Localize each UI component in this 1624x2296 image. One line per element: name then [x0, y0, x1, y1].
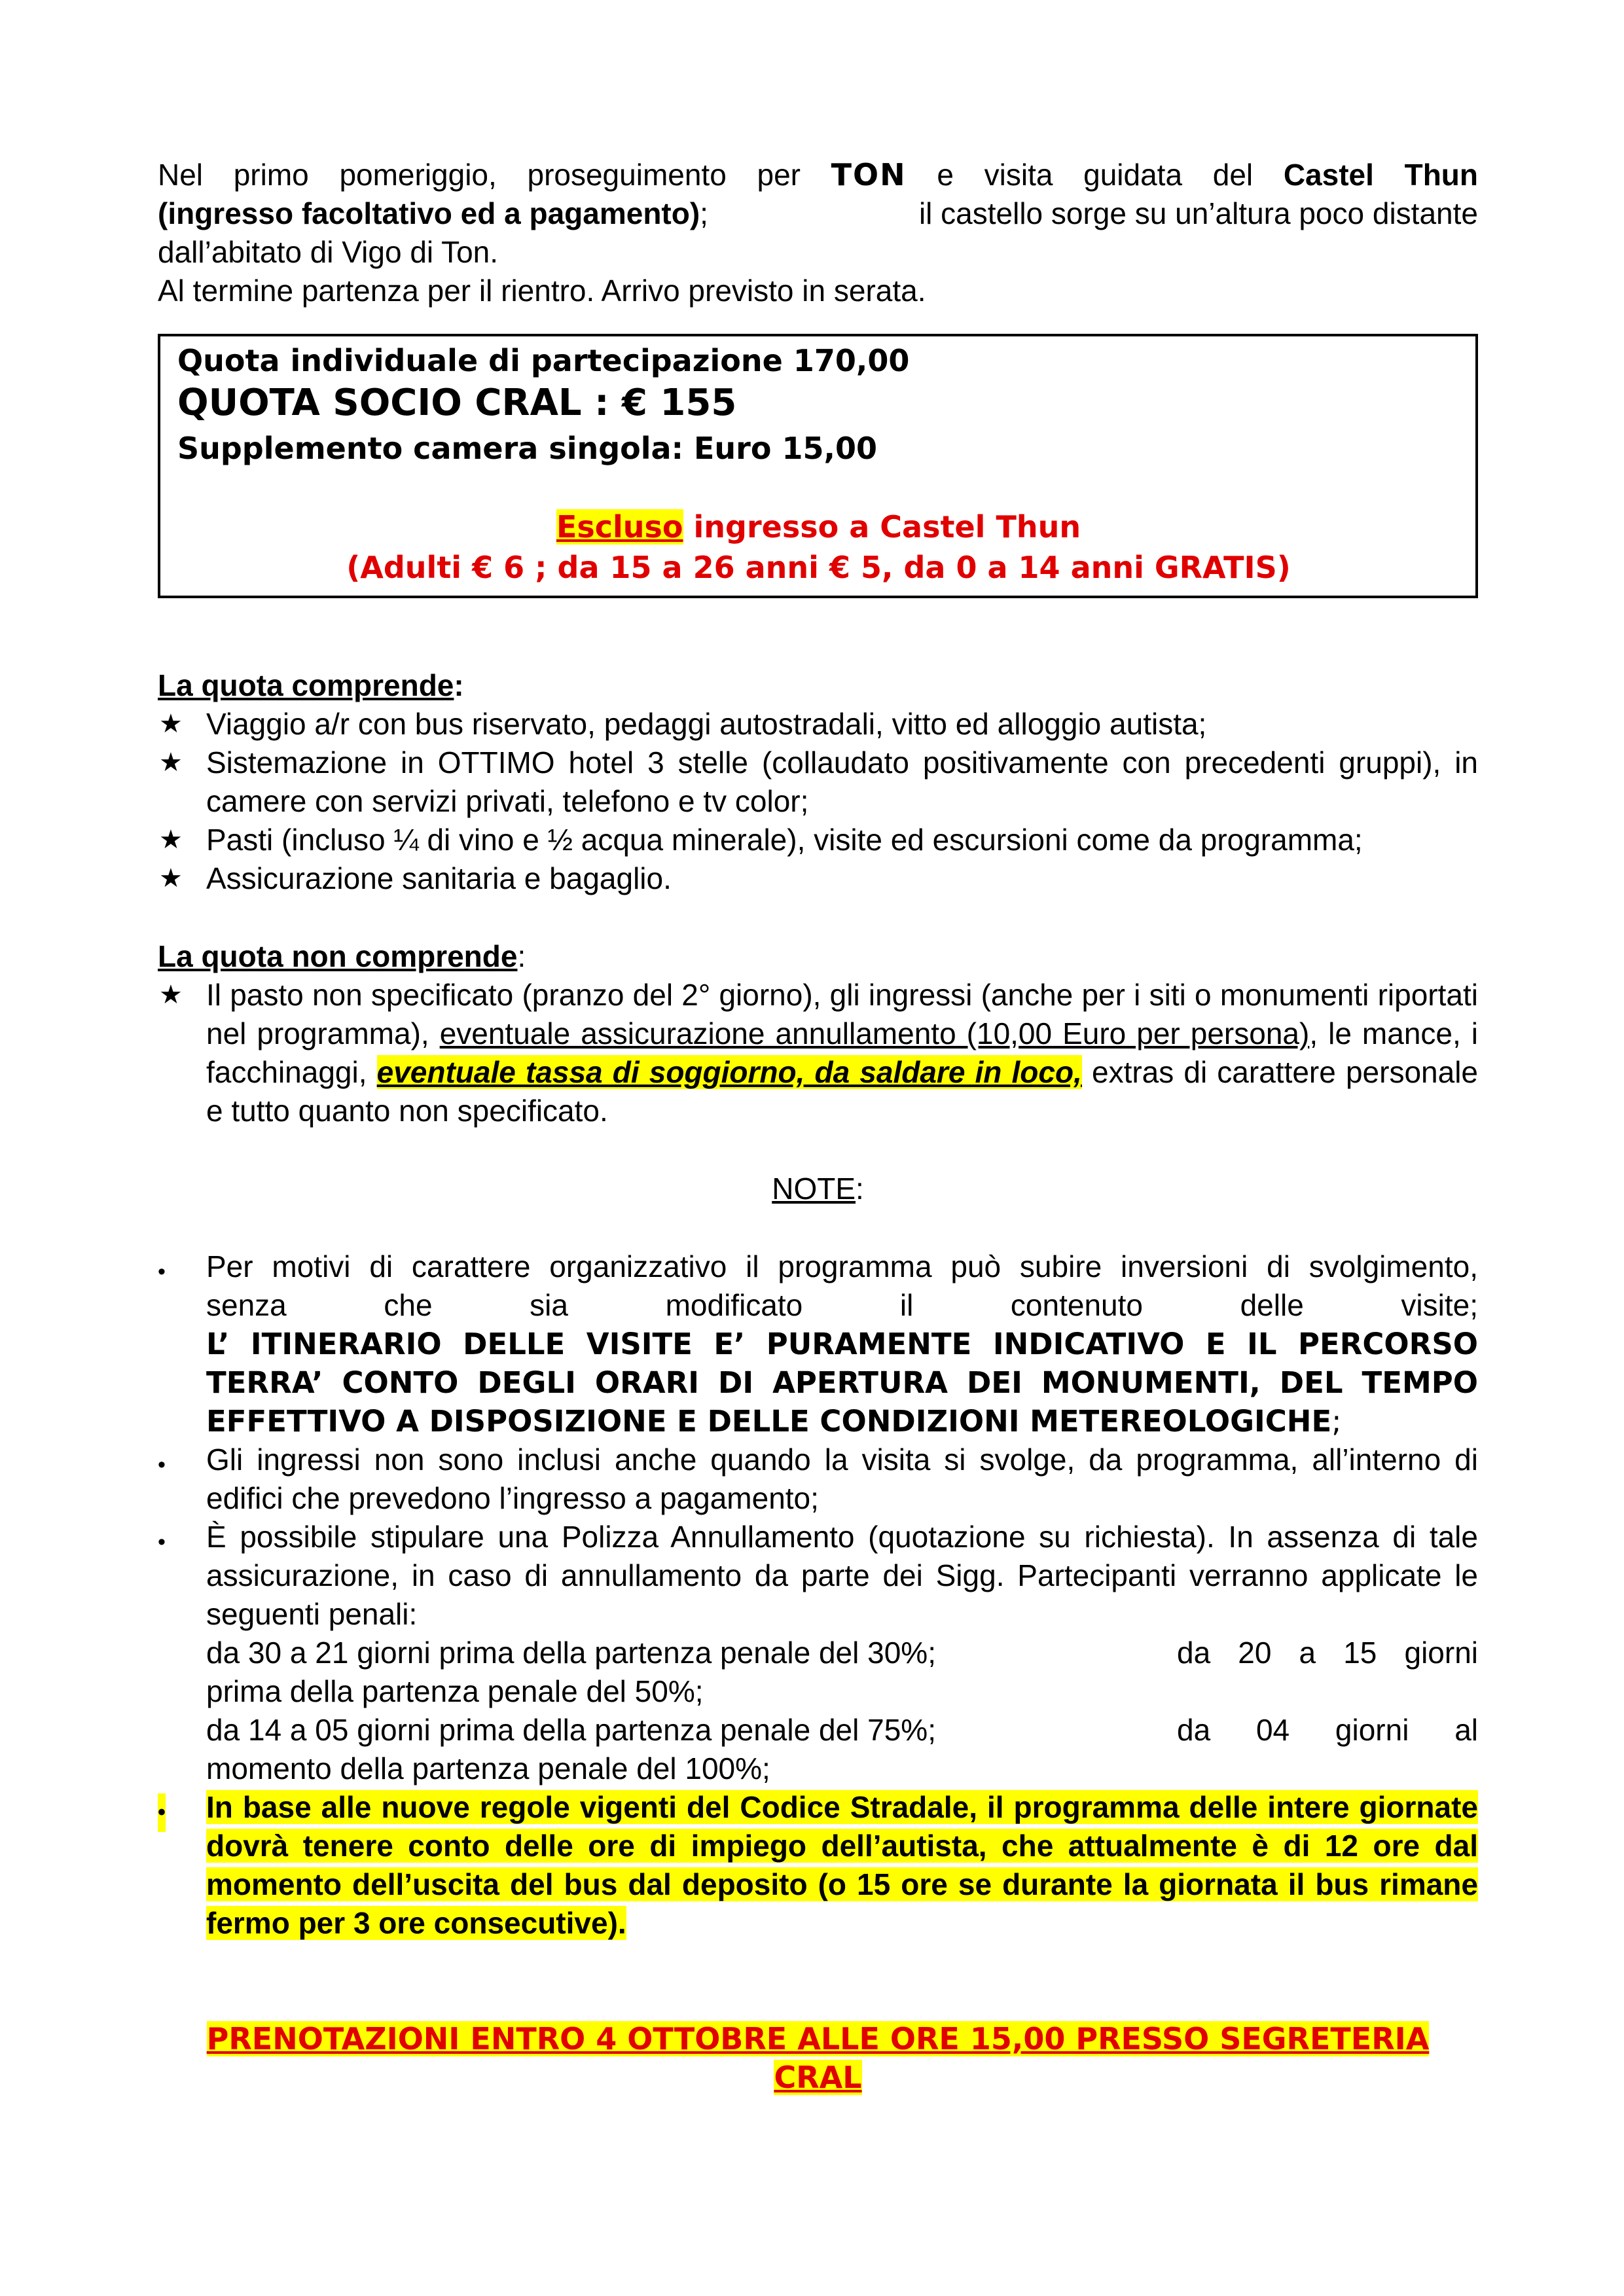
intro-text: ; — [700, 196, 708, 230]
castle-description: il castello sorge su un’altura poco distante — [918, 196, 1478, 230]
intro-line-1 — [158, 156, 1478, 194]
note-heading — [158, 1170, 1478, 1208]
dot-icon: • — [158, 1259, 166, 1284]
non-comprende-heading — [158, 937, 1478, 976]
escluso-word: Escluso — [556, 509, 683, 545]
dot-icon: • — [158, 1530, 166, 1554]
list-item: ★ Sistemazione in OTTIMO hotel 3 stelle (collaudato positivamente con precedenti gruppi), in camere con servizi privati, telefono e tv color; — [158, 744, 1478, 821]
escluso-line — [177, 507, 1460, 547]
list-item: • Gli ingressi non sono inclusi anche quando la visita si svolge, da programma, all’interno di edifici che prevedono l’ingresso a pagamento; — [158, 1443, 1478, 1515]
penalty-row: da 14 a 05 giorni prima della partenza penale del 75%; da 04 giorni al — [206, 1713, 1478, 1747]
intro-return: Al termine partenza per il rientro. Arrivo previsto in serata. — [158, 274, 926, 308]
supplemento-singola: Supplemento camera singola: Euro 15,00 — [177, 431, 877, 466]
non-comprende-list — [158, 976, 1478, 1130]
castel-thun-label: Castel Thun — [1283, 158, 1478, 192]
comprende-title: La quota comprende — [158, 668, 454, 702]
star-icon: ★ — [159, 864, 183, 893]
non-comprende-title: La quota non comprende — [158, 939, 518, 973]
itinerary-disclaimer: L’ ITINERARIO DELLE VISITE E’ PURAMENTE INDICATIVO E IL PERCORSO TERRA’ CONTO DEGLI ORARI DI APERTURA DEI MONUMENTI, DEL TEMPO EFFETTIVO A DISPOSIZIONE E DELLE CONDIZIONI METEREOLOGICHE; — [206, 1327, 1478, 1439]
list-item: ★ Assicurazione sanitaria e bagaglio. — [158, 859, 1478, 898]
list-item: • Per motivi di carattere organizzativo il programma può subire inversioni di svolgimento, senza che sia modificato il contenuto delle visite; L’ ITINERARIO DELLE VISITE E’ PURAMENTE INDICATIVO E IL PERCORSO TERRA’ CONTO DEGLI ORARI DI APERTURA DEI MONUMENTI, DEL TEMPO EFFETTIVO A DISPOSIZIONE E DELLE CONDIZIONI METEREOLOGICHE; — [158, 1247, 1478, 1441]
codice-stradale-note: In base alle nuove regole vigenti del Codice Stradale, il programma delle intere giornate dovrà tenere conto delle ore di impiego dell’autista, che attualmente è di 12 ore dal momento dell’uscita del bus dal deposito (o 15 ore se durante la giornata il bus rimane fermo per 3 ore consecutive). — [206, 1790, 1478, 1940]
star-icon: ★ — [159, 980, 183, 1009]
star-icon: ★ — [159, 709, 183, 738]
list-item: • È possibile stipulare una Polizza Annullamento (quotazione su richiesta). In assenza di tale assicurazione, in caso di annullamento da parte dei Sigg. Partecipanti verranno applicate le seguenti penali: da 30 a 21 giorni prima della partenza penale del 30%; da 20 a 15 giorni prima della partenza penale del 50%; da 14 a 05 giorni prima della partenza penale del 75%; da 04 giorni al momento della partenza penale del 100%; — [158, 1518, 1478, 1788]
ingresso-prices: (Adulti € 6 ; da 15 a 26 anni € 5, da 0 a 14 anni GRATIS) — [346, 550, 1291, 585]
non-comprende-colon: : — [517, 939, 526, 973]
intro-text: Nel primo pomeriggio, proseguimento per — [158, 158, 831, 192]
dot-icon: • — [158, 1793, 166, 1832]
quota-individuale: Quota individuale di partecipazione 170,00 — [177, 343, 910, 378]
comprende-colon: : — [454, 668, 464, 702]
penalty-row: momento della partenza penale del 100%; — [206, 1751, 770, 1785]
intro-line-2 — [158, 194, 1478, 233]
note-title: NOTE — [772, 1172, 856, 1206]
penalty-row: da 30 a 21 giorni prima della partenza penale del 30%; da 20 a 15 giorni — [206, 1636, 1478, 1670]
annullamento-note: eventuale assicurazione annullamento (10,00 Euro per persona) — [439, 1016, 1310, 1050]
escluso-rest: ingresso a Castel Thun — [683, 509, 1081, 545]
quota-socio: QUOTA SOCIO CRAL : € 155 — [177, 382, 737, 424]
dot-icon: • — [158, 1452, 166, 1477]
comprende-list — [158, 705, 1478, 898]
intro-line-3: dall’abitato di Vigo di Ton. — [158, 235, 499, 269]
ton-label: TON — [831, 157, 907, 192]
star-icon: ★ — [159, 748, 183, 777]
star-icon: ★ — [159, 825, 183, 854]
list-item: ★ Il pasto non specificato (pranzo del 2° giorno), gli ingressi (anche per i siti o monumenti riportati nel programma), eventuale assicurazione annullamento (10,00 Euro per persona), le mance, i facchinaggi, eventuale tassa di soggiorno, da saldare in loco, extras di carattere personale e tutto quanto non specificato. — [158, 976, 1478, 1130]
list-item: ★ Viaggio a/r con bus riservato, pedaggi autostradali, vitto ed alloggio autista; — [158, 705, 1478, 744]
penalty-row: prima della partenza penale del 50%; — [206, 1674, 704, 1708]
note-colon: : — [856, 1172, 864, 1206]
tassa-soggiorno-note: eventuale tassa di soggiorno, da saldare in loco, — [376, 1055, 1082, 1089]
price-box — [158, 334, 1478, 598]
intro-text: e visita guidata del — [906, 158, 1284, 192]
optional-ticket-note: (ingresso facoltativo ed a pagamento) — [158, 196, 700, 230]
document-page — [158, 156, 1478, 2097]
note-list — [158, 1247, 1478, 1943]
list-item: ★ Pasti (incluso ¼ di vino e ½ acqua minerale), visite ed escursioni come da programma; — [158, 821, 1478, 859]
prenotazioni-notice: PRENOTAZIONI ENTRO 4 OTTOBRE ALLE ORE 15,00 PRESSO SEGRETERIA CRAL — [206, 2021, 1430, 2095]
list-item — [158, 1788, 1478, 1943]
comprende-heading — [158, 666, 1478, 705]
